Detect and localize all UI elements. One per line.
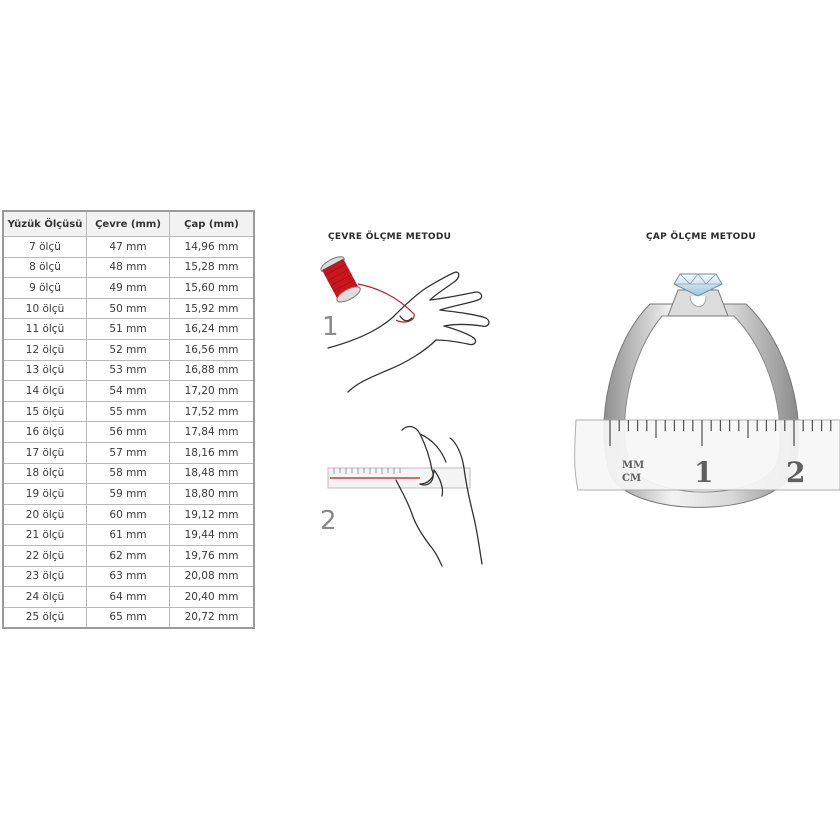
table-row xyxy=(3,360,254,381)
column-header-size: Yüzük Ölçüsü xyxy=(3,211,87,237)
table-row xyxy=(3,319,254,340)
step-2-number: 2 xyxy=(320,506,337,536)
circumference-cell: 65 mm xyxy=(87,607,170,628)
table-row xyxy=(3,278,254,299)
diameter-cell: 18,80 mm xyxy=(170,484,255,505)
step-1-number: 1 xyxy=(322,312,339,342)
size-cell: 25 ölçü xyxy=(3,607,87,628)
size-cell: 24 ölçü xyxy=(3,587,87,608)
size-cell: 17 ölçü xyxy=(3,442,87,463)
size-cell: 9 ölçü xyxy=(3,278,87,299)
diameter-cell: 15,92 mm xyxy=(170,298,255,319)
table-row xyxy=(3,504,254,525)
ruler-mark-2: 2 xyxy=(786,456,806,489)
table-row xyxy=(3,484,254,505)
circumference-cell: 49 mm xyxy=(87,278,170,299)
ring-size-table xyxy=(2,210,255,629)
ruler-unit-cm: CM xyxy=(622,473,642,484)
circumference-cell: 54 mm xyxy=(87,381,170,402)
circumference-cell: 59 mm xyxy=(87,484,170,505)
diameter-cell: 16,56 mm xyxy=(170,339,255,360)
diameter-cell: 17,84 mm xyxy=(170,422,255,443)
size-cell: 15 ölçü xyxy=(3,401,87,422)
size-cell: 12 ölçü xyxy=(3,339,87,360)
diameter-cell: 19,44 mm xyxy=(170,525,255,546)
diameter-cell: 15,28 mm xyxy=(170,257,255,278)
size-cell: 19 ölçü xyxy=(3,484,87,505)
table-row xyxy=(3,298,254,319)
size-cell: 8 ölçü xyxy=(3,257,87,278)
size-cell: 11 ölçü xyxy=(3,319,87,340)
circumference-cell: 61 mm xyxy=(87,525,170,546)
size-cell: 14 ölçü xyxy=(3,381,87,402)
size-cell: 13 ölçü xyxy=(3,360,87,381)
circumference-cell: 53 mm xyxy=(87,360,170,381)
ring-on-ruler-illustration xyxy=(570,254,840,534)
table-row xyxy=(3,566,254,587)
circumference-cell: 52 mm xyxy=(87,339,170,360)
diameter-cell: 16,24 mm xyxy=(170,319,255,340)
size-cell: 7 ölçü xyxy=(3,237,87,258)
circumference-cell: 56 mm xyxy=(87,422,170,443)
column-header-circumference: Çevre (mm) xyxy=(87,211,170,237)
diameter-method-title: ÇAP ÖLÇME METODU xyxy=(646,232,757,242)
table-row xyxy=(3,237,254,258)
thread-wrap-illustration xyxy=(318,252,504,402)
size-cell: 18 ölçü xyxy=(3,463,87,484)
size-cell: 21 ölçü xyxy=(3,525,87,546)
table-header-row xyxy=(3,211,254,237)
diameter-cell: 19,76 mm xyxy=(170,545,255,566)
table-row xyxy=(3,422,254,443)
size-cell: 23 ölçü xyxy=(3,566,87,587)
diameter-cell: 14,96 mm xyxy=(170,237,255,258)
circumference-cell: 51 mm xyxy=(87,319,170,340)
diameter-cell: 16,88 mm xyxy=(170,360,255,381)
size-cell: 22 ölçü xyxy=(3,545,87,566)
size-cell: 16 ölçü xyxy=(3,422,87,443)
ruler xyxy=(575,420,840,490)
diameter-cell: 20,08 mm xyxy=(170,566,255,587)
table-row xyxy=(3,587,254,608)
circumference-cell: 63 mm xyxy=(87,566,170,587)
diameter-cell: 20,72 mm xyxy=(170,607,255,628)
circumference-cell: 64 mm xyxy=(87,587,170,608)
circumference-method-title: ÇEVRE ÖLÇME METODU xyxy=(328,232,452,242)
circumference-cell: 60 mm xyxy=(87,504,170,525)
diameter-cell: 19,12 mm xyxy=(170,504,255,525)
thread-spool-icon xyxy=(319,254,363,305)
circumference-cell: 50 mm xyxy=(87,298,170,319)
circumference-cell: 48 mm xyxy=(87,257,170,278)
circumference-cell: 58 mm xyxy=(87,463,170,484)
column-header-diameter: Çap (mm) xyxy=(170,211,255,237)
circumference-cell: 47 mm xyxy=(87,237,170,258)
diameter-cell: 20,40 mm xyxy=(170,587,255,608)
size-cell: 10 ölçü xyxy=(3,298,87,319)
size-cell: 20 ölçü xyxy=(3,504,87,525)
table-row xyxy=(3,525,254,546)
table-row xyxy=(3,607,254,628)
table-row xyxy=(3,545,254,566)
ruler-unit-mm: MM xyxy=(622,460,645,471)
circumference-cell: 62 mm xyxy=(87,545,170,566)
diameter-cell: 18,48 mm xyxy=(170,463,255,484)
ruler-measure-illustration xyxy=(324,418,490,568)
table-row xyxy=(3,401,254,422)
table-row xyxy=(3,339,254,360)
table-row xyxy=(3,257,254,278)
table-row xyxy=(3,463,254,484)
table-row xyxy=(3,381,254,402)
table-body xyxy=(3,237,254,629)
diameter-cell: 18,16 mm xyxy=(170,442,255,463)
table-row xyxy=(3,442,254,463)
circumference-cell: 57 mm xyxy=(87,442,170,463)
diameter-cell: 15,60 mm xyxy=(170,278,255,299)
diameter-cell: 17,52 mm xyxy=(170,401,255,422)
ruler-mark-1: 1 xyxy=(694,456,714,489)
circumference-cell: 55 mm xyxy=(87,401,170,422)
diameter-cell: 17,20 mm xyxy=(170,381,255,402)
